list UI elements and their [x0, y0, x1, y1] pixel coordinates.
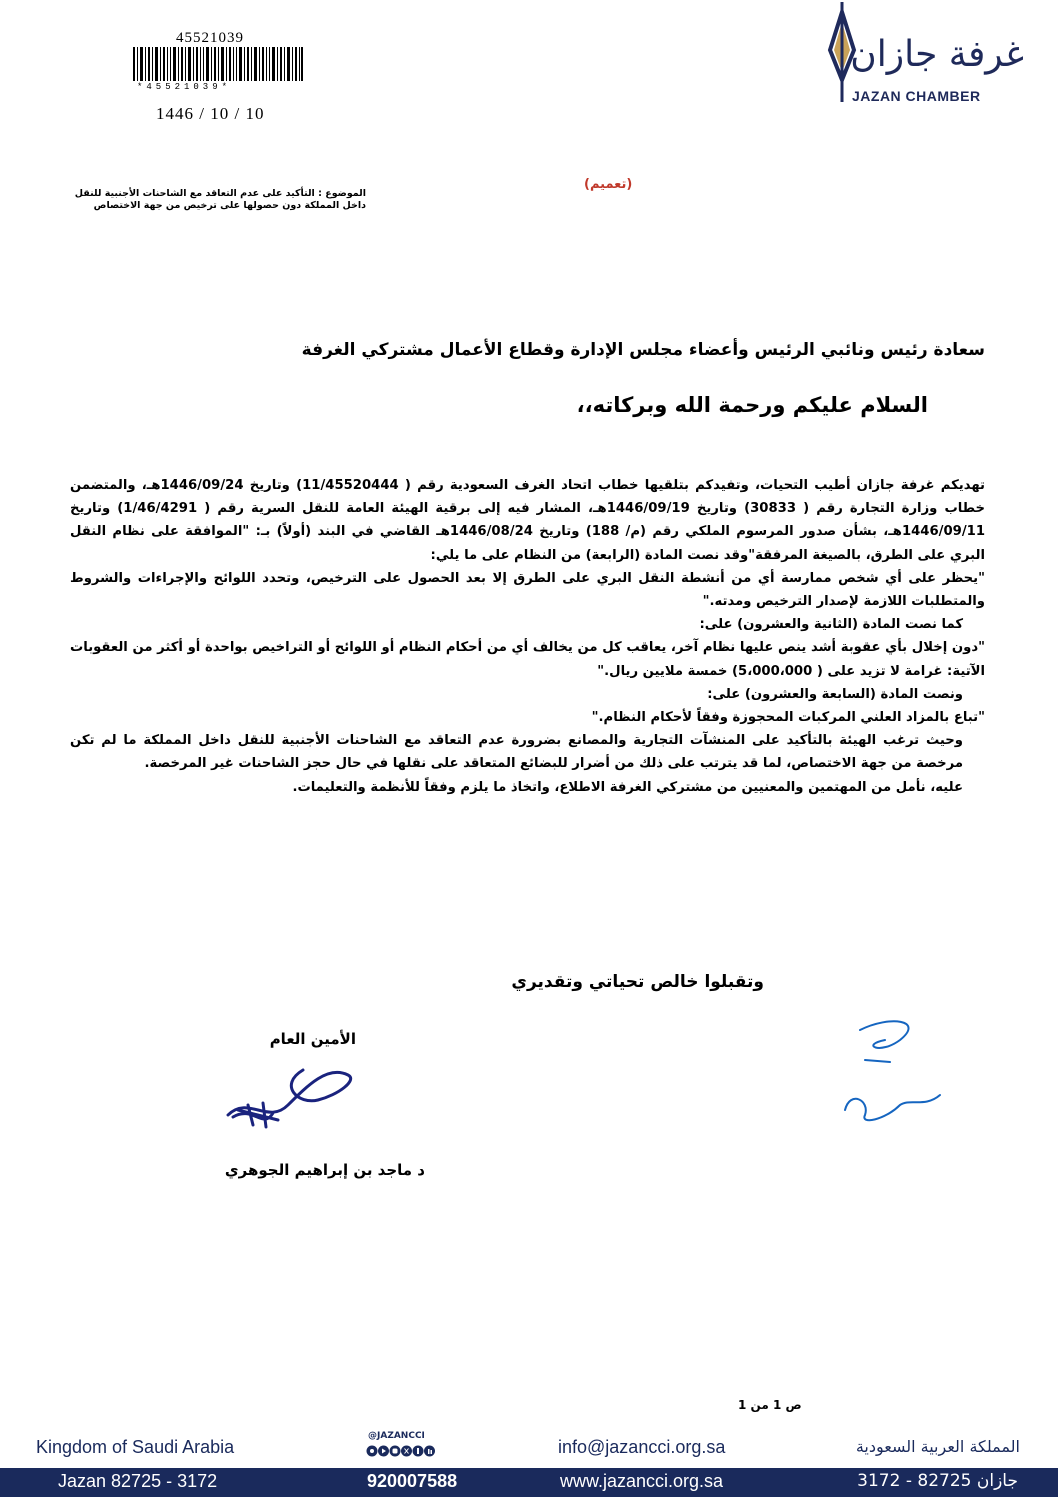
body-paragraph-article-27: ونصت المادة (السابعة والعشرون) على:	[707, 686, 963, 702]
body-quote-article-27: "تباع بالمزاد العلني المركبات المحجوزة وفقاً لأحكام النظام."	[591, 710, 985, 726]
circular-label: (تعميم)	[584, 177, 633, 192]
footer-website-link[interactable]: www.jazancci.org.sa	[560, 1471, 724, 1491]
letter-date: 1446 / 10 / 10	[156, 104, 265, 123]
footer-kingdom-ar: المملكة العربية السعودية	[855, 1437, 1020, 1456]
logo-arabic-text: غرفة جازان	[850, 34, 1024, 75]
footer-social-handle[interactable]: @JAZANCCI	[368, 1431, 425, 1441]
footer-email-link[interactable]: info@jazancci.org.sa	[558, 1437, 726, 1457]
barcode	[133, 47, 303, 81]
reference-number: 45521039	[176, 30, 244, 46]
initials-signature	[830, 1010, 960, 1130]
footer-address-ar: جازان 82725 - 3172	[857, 1471, 1018, 1491]
body-paragraph-conclusion: عليه، نأمل من المهتمين والمعنيين من مشتركي الغرفة الاطلاع، واتخاذ ما يلزم وفقاً للأنظمة والتعليمات.	[292, 779, 963, 795]
closing: وتقبلوا خالص تحياتي وتقديري	[511, 972, 764, 992]
body-paragraph-request: وحيث ترغب الهيئة بالتأكيد على المنشآت التجارية والمصانع بضرورة عدم التعاقد مع الشاحنات الأجنبية للنقل داخل المملكة ما لم تكن مرخصة من جهة الاختصاص، لما قد يترتب على ذلك من أضرار للبضائع المتعاقد على نقلها في حال حجز الشاحنات غير المرخصة.	[70, 733, 963, 772]
subject-line: الموضوع : التأكيد على عدم التعاقد مع الشاحنات الأجنبية للنقل داخل المملكة دون حصولها على ترخيص من جهة الاختصاص	[74, 188, 366, 211]
letter-body	[70, 474, 985, 799]
body-paragraph-intro: تهديكم غرفة جازان أطيب التحيات، وتفيدكم بتلقيها خطاب اتحاد الغرف السعودية رقم ( 11/45520444) وتاريخ 1446/09/24هـ، والمتضمن خطاب وزارة التجارة رقم ( 30833) وتاريخ 1446/09/19هـ، المشار فيه إلى برقية الهيئة العامة للنقل السرية رقم ( 1/46/4291) وتاريخ 1446/09/11هـ، بشأن صدور المرسوم الملكي رقم (م/ 188) وتاريخ 1446/08/24هـ القاضي في البند (أولاً) بـ: "الموافقة على نظام النقل البري على الطرق، بالصيغة المرفقة"وقد نصت المادة (الرابعة) من النظام على ما يلي:	[70, 478, 985, 563]
logo-english-text: JAZAN CHAMBER	[852, 88, 981, 104]
page-number: ص 1 من 1	[738, 1398, 802, 1412]
footer-social-icons	[366, 1444, 436, 1458]
barcode-text: *45521039*	[137, 82, 232, 92]
footer-kingdom-en: Kingdom of Saudi Arabia	[36, 1437, 235, 1457]
addressee: سعادة رئيس ونائبي الرئيس وأعضاء مجلس الإدارة وقطاع الأعمال مشتركي الغرفة	[301, 340, 985, 360]
greeting: السلام عليكم ورحمة الله وبركاته،،	[576, 393, 928, 417]
body-quote-article-22: "دون إخلال بأي عقوبة أشد ينص عليها نظام آخر، يعاقب كل من يخالف أي من أحكام النظام أو اللوائح أو التراخيص بواحدة أو أكثر من العقوبات الآتية: غرامة لا تزيد على ( 5،000،000) خمسة ملايين ريال."	[70, 640, 985, 679]
signatory-title: الأمين العام	[269, 1030, 356, 1048]
body-paragraph-article-22: كما نصت المادة (الثانية والعشرون) على:	[699, 617, 963, 633]
body-quote-article-4: "يحظر على أي شخص ممارسة أي من أنشطة النقل البري على الطرق إلا بعد الحصول على الترخيص، وتحدد اللوائح والإجراءات والشروط والمتطلبات اللازمة لإصدار الترخيص ومدته."	[70, 570, 985, 610]
signature-secretary-general	[208, 1055, 368, 1135]
signatory-name: د ماجد بن إبراهيم الجوهري	[224, 1161, 425, 1179]
footer-address-en: Jazan 82725 - 3172	[58, 1471, 218, 1491]
footer-phone[interactable]: 920007588	[367, 1471, 458, 1491]
